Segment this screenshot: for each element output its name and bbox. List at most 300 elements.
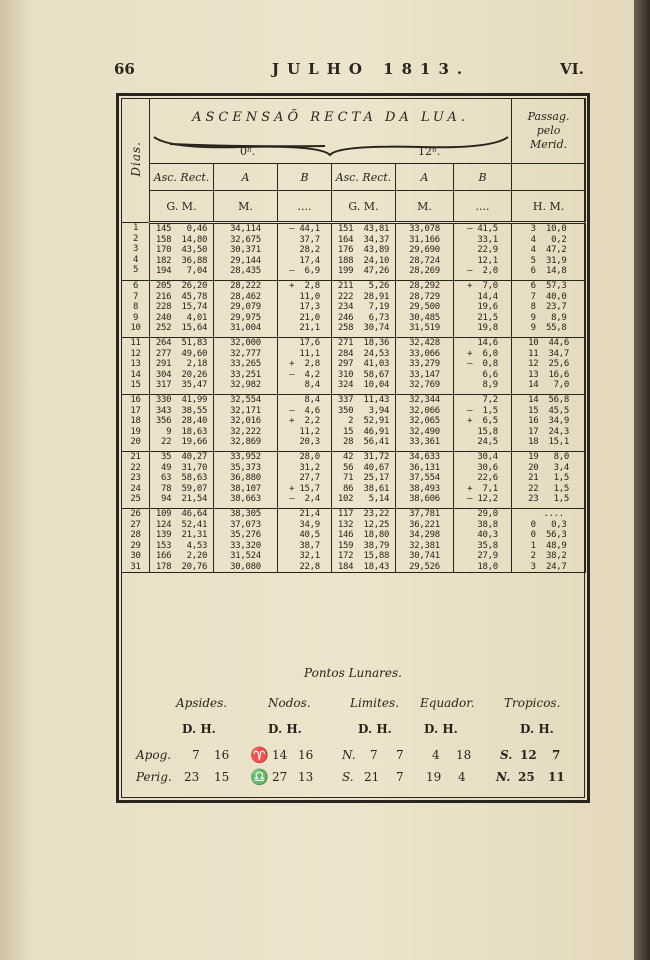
cell-value: 7,2 xyxy=(467,395,498,405)
col-pass-blank xyxy=(512,164,586,191)
cell-value: 3 xyxy=(132,244,139,254)
table-row xyxy=(122,395,586,452)
eq1-day: 4 xyxy=(432,748,440,762)
cell-value: 9 18,63 xyxy=(155,426,208,437)
hour-12-label: 12ʰ. xyxy=(418,145,441,158)
cell-value: 11,1 xyxy=(289,348,320,359)
cell-value: 216 45,78 xyxy=(155,291,208,302)
cell-value: 14 xyxy=(130,369,141,380)
cell-value: 13 xyxy=(130,359,141,369)
cell-value: 22,8 xyxy=(289,561,320,572)
cell-asc12 xyxy=(332,281,396,338)
cell-value: 32,344 xyxy=(409,395,440,405)
cell-value: 8,9 xyxy=(467,380,498,390)
cell-value: 27 xyxy=(130,519,141,530)
cell-value: 8,4 xyxy=(289,395,320,405)
eq2-day: 19 xyxy=(426,770,442,784)
cell-value: 17 xyxy=(130,405,141,416)
cell-value: 211 5,26 xyxy=(337,281,390,291)
cell-dias xyxy=(122,395,150,452)
cell-value: 32,428 xyxy=(409,338,440,348)
trop1-day: 12 xyxy=(520,748,537,762)
cell-value: 63 58,63 xyxy=(155,473,208,483)
cell-value: 12,1 xyxy=(467,255,498,266)
cell-asc0 xyxy=(150,281,214,338)
cell-asc12 xyxy=(332,395,396,452)
cell-value: 34,633 xyxy=(409,452,440,462)
trop2-hour: 11 xyxy=(548,770,565,784)
cell-value: 30,4 xyxy=(467,452,498,462)
cell-value: 32,065 xyxy=(409,416,440,426)
cell-value: 16 xyxy=(130,395,141,405)
cell-value: 30,6 xyxy=(467,462,498,473)
cell-value: 37,073 xyxy=(230,519,261,530)
cell-value: 7 xyxy=(132,291,139,302)
cell-value: 4 47,2 xyxy=(530,245,567,255)
cell-value: 9 8,9 xyxy=(530,312,567,323)
unit-pass: H. M. xyxy=(512,191,586,223)
cell-dias xyxy=(122,509,150,573)
cell-value: 30,741 xyxy=(409,551,440,561)
col-asc-12: Asc. Rect. xyxy=(332,164,396,191)
cell-value: 199 47,26 xyxy=(337,266,390,276)
cell-value: 32,982 xyxy=(230,380,261,390)
cell-value: 25 xyxy=(130,494,141,504)
pontos-title: Pontos Lunares. xyxy=(304,666,402,680)
cell-value: 32,1 xyxy=(289,551,320,561)
cell-dias xyxy=(122,338,150,395)
cell-value: 317 35,47 xyxy=(155,380,208,390)
table-row xyxy=(122,509,586,573)
cell-value: 36,131 xyxy=(409,462,440,473)
cell-value: + 2,2 xyxy=(289,416,320,426)
cell-value: 32,066 xyxy=(409,405,440,416)
sub-nodos: D. H. xyxy=(268,722,302,736)
lim1-hour: 7 xyxy=(396,748,404,762)
cell-value: 5 31,9 xyxy=(530,255,567,266)
cell-b12 xyxy=(454,509,512,573)
col-a-12: A xyxy=(396,164,454,191)
cell-asc0 xyxy=(150,452,214,509)
cell-value: 33,078 xyxy=(409,224,440,234)
apog-day: 7 xyxy=(192,748,200,762)
cell-value: 33,066 xyxy=(409,348,440,359)
cell-value: 29 xyxy=(130,540,141,551)
cell-value: 13 16,6 xyxy=(528,369,570,380)
cell-value: 29,526 xyxy=(409,561,440,572)
cell-value: + 7,0 xyxy=(467,281,498,291)
cell-value: 38,493 xyxy=(409,483,440,494)
cell-value: 291 2,18 xyxy=(155,359,208,369)
unit-b-0: .... xyxy=(278,191,332,223)
cell-value: 32,490 xyxy=(409,426,440,437)
cell-value: 0 56,3 xyxy=(530,530,567,540)
col-b-12: B xyxy=(454,164,512,191)
page-title: JULHO 1813. xyxy=(272,60,471,78)
cell-value: 31,519 xyxy=(409,323,440,333)
cell-value: 234 7,19 xyxy=(337,302,390,312)
cell-b12 xyxy=(454,281,512,338)
cell-value: 277 49,60 xyxy=(155,348,208,359)
cell-b12 xyxy=(454,223,512,281)
cell-value: 31,166 xyxy=(409,234,440,245)
cell-value: 304 20,26 xyxy=(155,369,208,380)
cell-pass xyxy=(512,223,586,281)
cell-value: 33,1 xyxy=(467,234,498,245)
cell-dias xyxy=(122,452,150,509)
cell-value: 40,5 xyxy=(289,530,320,540)
cell-value: 2 52,91 xyxy=(337,416,390,426)
cell-value: 37,7 xyxy=(289,234,320,245)
cell-a0 xyxy=(214,281,278,338)
cell-value: 11,2 xyxy=(289,426,320,437)
cell-value: 19 xyxy=(130,426,141,437)
cell-value: 30,371 xyxy=(230,245,261,255)
cell-value: 159 38,79 xyxy=(337,540,390,551)
cell-value: .... xyxy=(533,509,564,519)
cell-value: 139 21,31 xyxy=(155,530,208,540)
eq2-hour: 4 xyxy=(458,770,466,784)
cell-value: 32,675 xyxy=(230,234,261,245)
cell-b12 xyxy=(454,338,512,395)
table-row xyxy=(122,338,586,395)
cell-value: 8,4 xyxy=(289,380,320,390)
cell-asc0 xyxy=(150,395,214,452)
cell-value: 2 xyxy=(132,233,139,244)
cell-value: 34,298 xyxy=(409,530,440,540)
cell-value: 38,8 xyxy=(467,519,498,530)
cell-value: + 2,8 xyxy=(289,281,320,291)
cell-value: 21,0 xyxy=(289,312,320,323)
eq1-hour: 18 xyxy=(456,748,472,762)
cell-value: 9 55,8 xyxy=(530,323,567,333)
cell-value: 146 18,80 xyxy=(337,530,390,540)
cell-value: 5 xyxy=(132,265,139,275)
cell-value: 23 1,5 xyxy=(528,494,570,504)
cell-b12 xyxy=(454,395,512,452)
brace-shape xyxy=(150,135,512,163)
cell-b0 xyxy=(278,395,332,452)
cell-value: 28,222 xyxy=(230,281,261,291)
cell-value: 32,869 xyxy=(230,437,261,447)
cell-value: 29,144 xyxy=(230,255,261,266)
cell-value: 27,9 xyxy=(467,551,498,561)
cell-value: 228 15,74 xyxy=(155,302,208,312)
cell-asc0 xyxy=(150,223,214,281)
cell-value: 20 xyxy=(130,437,141,447)
aries-symbol: ♈ xyxy=(250,746,269,764)
cell-value: + 2,8 xyxy=(289,359,320,369)
cell-value: 1 xyxy=(132,223,139,233)
cell-value: 29,0 xyxy=(467,509,498,519)
cell-value: + 15,7 xyxy=(289,483,320,494)
nodo2-hour: 13 xyxy=(298,770,314,784)
cell-value: 28 56,41 xyxy=(337,437,390,447)
nodo1-day: 14 xyxy=(272,748,288,762)
cell-pass xyxy=(512,395,586,452)
table-row xyxy=(122,223,586,281)
cell-value: 9 xyxy=(132,312,139,323)
cell-pass xyxy=(512,338,586,395)
table-row xyxy=(122,452,586,509)
cell-value: 240 4,01 xyxy=(155,312,208,323)
cell-value: 38,663 xyxy=(230,494,261,504)
cell-a0 xyxy=(214,223,278,281)
cell-value: 36,880 xyxy=(230,473,261,483)
cell-value: 35,276 xyxy=(230,530,261,540)
cell-value: 178 20,76 xyxy=(155,561,208,572)
cell-value: 32,769 xyxy=(409,380,440,390)
nodo2-day: 27 xyxy=(272,770,288,784)
cell-value: 271 18,36 xyxy=(337,338,390,348)
cell-b0 xyxy=(278,223,332,281)
cell-a0 xyxy=(214,395,278,452)
cell-value: 28 xyxy=(130,530,141,540)
cell-value: 29,500 xyxy=(409,302,440,312)
cell-value: 33,147 xyxy=(409,369,440,380)
passag-header: Passag. pelo Merid. xyxy=(512,99,586,164)
cell-value: — 2,4 xyxy=(289,494,320,504)
cell-value: 29,690 xyxy=(409,245,440,255)
cell-value: 330 41,99 xyxy=(155,395,208,405)
trop1-dir: S. xyxy=(500,748,513,762)
unit-b-12: .... xyxy=(454,191,512,223)
cell-value: 11 34,7 xyxy=(528,348,570,359)
cell-value: 6 57,3 xyxy=(530,281,567,291)
cell-value: 343 38,55 xyxy=(155,405,208,416)
cell-value: 28,724 xyxy=(409,255,440,266)
cell-b12 xyxy=(454,452,512,509)
col-asc-0: Asc. Rect. xyxy=(150,164,214,191)
cell-value: 172 15,88 xyxy=(337,551,390,561)
cell-value: 8 xyxy=(132,302,139,312)
cell-b0 xyxy=(278,338,332,395)
cell-value: 21,1 xyxy=(289,323,320,333)
perig-day: 23 xyxy=(184,770,200,784)
cell-value: 153 4,53 xyxy=(155,540,208,551)
sub-apsides: D. H. xyxy=(182,722,216,736)
cell-value: 246 6,73 xyxy=(337,312,390,323)
cell-value: 28,0 xyxy=(289,452,320,462)
cell-value: 10 44,6 xyxy=(528,338,570,348)
cell-value: 151 43,81 xyxy=(337,224,390,234)
sub-tropicos: D. H. xyxy=(520,722,554,736)
cell-a12 xyxy=(396,452,454,509)
cell-value: 14 56,8 xyxy=(528,395,570,405)
cell-value: 188 24,10 xyxy=(337,255,390,266)
cell-value: 34,9 xyxy=(289,519,320,530)
cell-value: 22 19,66 xyxy=(155,437,208,447)
cell-value: 30 xyxy=(130,551,141,561)
cell-value: 31,2 xyxy=(289,462,320,473)
cell-value: 0 0,3 xyxy=(530,519,567,530)
cell-value: 17 24,3 xyxy=(528,426,570,437)
perig-label: Perig. xyxy=(136,770,172,784)
cell-value: 33,265 xyxy=(230,359,261,369)
cell-value: 19 8,0 xyxy=(528,452,570,462)
apog-hour: 16 xyxy=(214,748,230,762)
table-body xyxy=(122,223,586,573)
cell-value: 33,279 xyxy=(409,359,440,369)
cell-value: 194 7,04 xyxy=(155,266,208,276)
cell-value: 21,5 xyxy=(467,312,498,323)
sub-limites: D. H. xyxy=(358,722,392,736)
cell-a12 xyxy=(396,509,454,573)
trop1-hour: 7 xyxy=(552,748,561,762)
cell-value: 176 43,89 xyxy=(337,245,390,255)
apog-label: Apog. xyxy=(136,748,172,762)
cell-value: 310 58,67 xyxy=(337,369,390,380)
cell-value: 32,000 xyxy=(230,338,261,348)
cell-value: 20,3 xyxy=(289,437,320,447)
cell-value: 23 xyxy=(130,473,141,483)
cell-value: 32,554 xyxy=(230,395,261,405)
cell-value: 56 40,67 xyxy=(337,462,390,473)
cell-value: 258 30,74 xyxy=(337,323,390,333)
cell-value: 15 xyxy=(130,380,141,390)
cell-value: 337 11,43 xyxy=(337,395,390,405)
cell-value: 164 34,37 xyxy=(337,234,390,245)
table-row xyxy=(122,281,586,338)
cell-value: 14 7,0 xyxy=(528,380,570,390)
lim1-dir: N. xyxy=(342,748,356,762)
cell-b0 xyxy=(278,452,332,509)
cell-value: 33,952 xyxy=(230,452,261,462)
cell-value: 16 34,9 xyxy=(528,416,570,426)
cell-value: 14,4 xyxy=(467,291,498,302)
cell-value: 4 xyxy=(132,254,139,265)
cell-value: 2 38,2 xyxy=(530,551,567,561)
cell-value: 32,171 xyxy=(230,405,261,416)
cell-value: 40,3 xyxy=(467,530,498,540)
cell-value: 18 xyxy=(130,416,141,426)
cell-value: 22 1,5 xyxy=(528,483,570,494)
cell-a12 xyxy=(396,223,454,281)
cell-value: 6 xyxy=(132,281,139,291)
head-nodos: Nodos. xyxy=(268,696,311,710)
cell-value: 33,320 xyxy=(230,540,261,551)
cell-b0 xyxy=(278,509,332,573)
cell-value: 28,2 xyxy=(289,245,320,255)
cell-a0 xyxy=(214,509,278,573)
cell-value: 32,381 xyxy=(409,540,440,551)
lim2-day: 21 xyxy=(364,770,380,784)
cell-value: 28,462 xyxy=(230,291,261,302)
cell-value: 38,107 xyxy=(230,483,261,494)
cell-value: 124 52,41 xyxy=(155,519,208,530)
cell-value: 12 xyxy=(130,348,141,359)
cell-b0 xyxy=(278,281,332,338)
cell-value: 15,8 xyxy=(467,426,498,437)
unit-asc-0: G. M. xyxy=(150,191,214,223)
dias-header: Dias. xyxy=(122,99,150,223)
brace-row xyxy=(150,135,512,164)
cell-value: — 44,1 xyxy=(289,224,320,234)
cell-value: 21 xyxy=(130,452,141,462)
cell-value: 34,114 xyxy=(230,224,261,234)
cell-value: 170 43,50 xyxy=(155,245,208,255)
cell-value: 32,222 xyxy=(230,426,261,437)
cell-value: 17,6 xyxy=(289,338,320,348)
cell-value: 37,554 xyxy=(409,473,440,483)
lim2-dir: S. xyxy=(342,770,354,784)
cell-value: 182 36,88 xyxy=(155,255,208,266)
cell-value: — 1,5 xyxy=(467,405,498,416)
cell-value: 37,781 xyxy=(409,509,440,519)
cell-value: 19,6 xyxy=(467,302,498,312)
cell-value: 28,435 xyxy=(230,266,261,276)
moon-ascension-table xyxy=(121,98,586,573)
cell-value: 33,251 xyxy=(230,369,261,380)
cell-asc12 xyxy=(332,509,396,573)
cell-value: — 41,5 xyxy=(467,224,498,234)
head-apsides: Apsides. xyxy=(176,696,228,710)
cell-value: 38,606 xyxy=(409,494,440,504)
cell-value: 24 xyxy=(130,483,141,494)
cell-value: — 4,2 xyxy=(289,369,320,380)
cell-value: 29,975 xyxy=(230,312,261,323)
cell-value: 109 46,64 xyxy=(155,509,208,519)
cell-value: — 2,0 xyxy=(467,266,498,276)
sub-equador: D. H. xyxy=(424,722,458,736)
cell-value: + 7,1 xyxy=(467,483,498,494)
cell-dias xyxy=(122,223,150,281)
hour-0-label: 0ʰ. xyxy=(240,145,256,158)
cell-value: 10 xyxy=(130,323,141,333)
head-limites: Limites. xyxy=(350,696,399,710)
page-edge xyxy=(634,0,650,960)
trop2-dir: N. xyxy=(496,770,511,784)
cell-value: 184 18,43 xyxy=(337,561,390,572)
cell-value: 22 xyxy=(130,462,141,473)
cell-value: 32,016 xyxy=(230,416,261,426)
cell-value: 6,6 xyxy=(467,369,498,380)
cell-value: 264 51,83 xyxy=(155,338,208,348)
cell-value: + 6,5 xyxy=(467,416,498,426)
cell-value: 15 45,5 xyxy=(528,405,570,416)
cell-value: — 0,8 xyxy=(467,359,498,369)
cell-value: 38,7 xyxy=(289,540,320,551)
cell-value: 21 1,5 xyxy=(528,473,570,483)
cell-a0 xyxy=(214,338,278,395)
cell-a12 xyxy=(396,395,454,452)
cell-value: 78 59,07 xyxy=(155,483,208,494)
cell-value: — 6,9 xyxy=(289,266,320,276)
cell-value: 36,221 xyxy=(409,519,440,530)
cell-a0 xyxy=(214,452,278,509)
cell-value: 17,3 xyxy=(289,302,320,312)
cell-value: 26 xyxy=(130,509,141,519)
cell-value: 14,6 xyxy=(467,338,498,348)
cell-value: 102 5,14 xyxy=(337,494,390,504)
cell-value: 297 41,03 xyxy=(337,359,390,369)
unit-a-12: M. xyxy=(396,191,454,223)
cell-value: 28,292 xyxy=(409,281,440,291)
libra-symbol: ♎ xyxy=(250,768,269,786)
lim2-hour: 7 xyxy=(396,770,404,784)
cell-value: 31,524 xyxy=(230,551,261,561)
cell-value: 11,0 xyxy=(289,291,320,302)
cell-value: 32,777 xyxy=(230,348,261,359)
cell-value: 21,4 xyxy=(289,509,320,519)
cell-value: 205 26,20 xyxy=(155,281,208,291)
cell-value: 22,6 xyxy=(467,473,498,483)
cell-value: + 6,0 xyxy=(467,348,498,359)
cell-value: 3 24,7 xyxy=(530,561,567,572)
cell-value: 252 15,64 xyxy=(155,323,208,333)
cell-value: 11 xyxy=(130,338,141,348)
table-title: ASCENSAÕ RECTA DA LUA. xyxy=(150,99,512,136)
